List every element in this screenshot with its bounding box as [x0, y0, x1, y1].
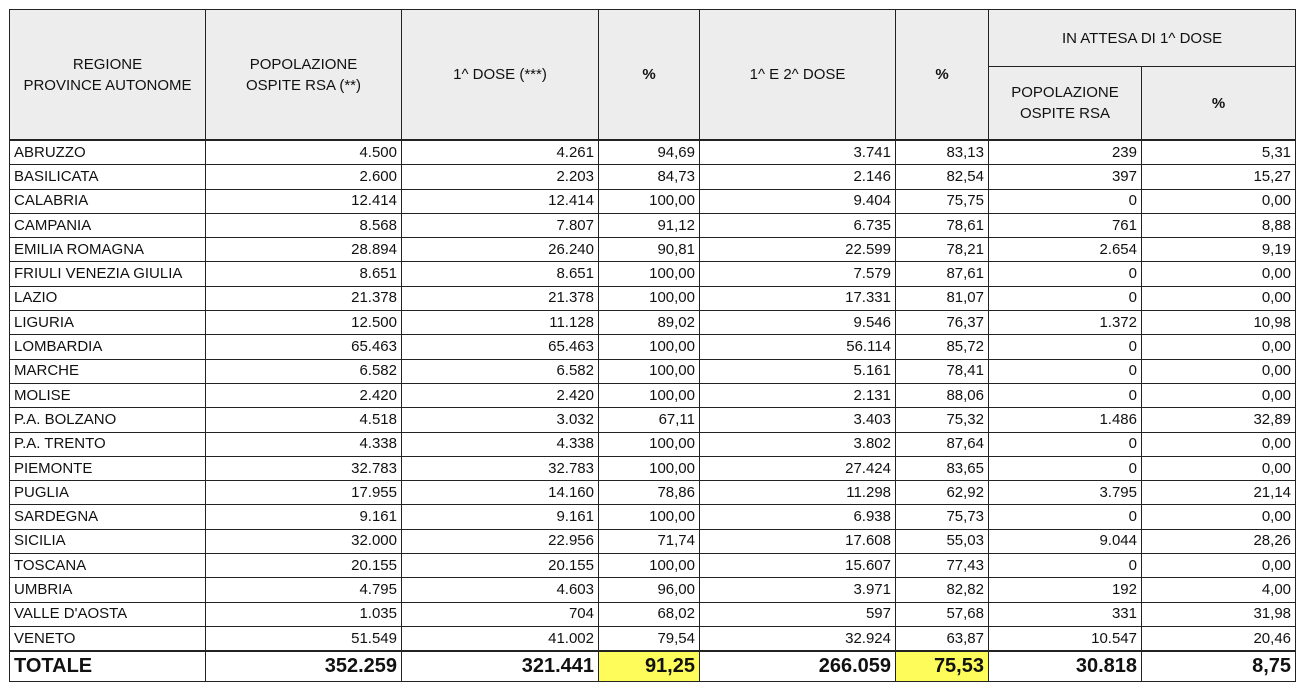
- cell-attesa-pct: 4,00: [1142, 578, 1296, 602]
- cell-regione: MOLISE: [10, 383, 206, 407]
- cell-dose12: 17.331: [700, 286, 896, 310]
- cell-regione: PIEMONTE: [10, 456, 206, 480]
- cell-popolazione: 12.500: [206, 311, 402, 335]
- cell-dose1: 2.420: [402, 383, 599, 407]
- cell-dose12: 3.403: [700, 408, 896, 432]
- cell-attesa-pct: 32,89: [1142, 408, 1296, 432]
- cell-attesa-pct: 21,14: [1142, 481, 1296, 505]
- cell-attesa-pct: 31,98: [1142, 602, 1296, 626]
- cell-pct1: 100,00: [599, 335, 700, 359]
- table-row: [10, 408, 1296, 432]
- table-row: [10, 529, 1296, 553]
- header-attesa-popolazione: [989, 67, 1142, 141]
- cell-pct2: 82,82: [896, 578, 989, 602]
- cell-regione: LOMBARDIA: [10, 335, 206, 359]
- cell-pct1: 71,74: [599, 529, 700, 553]
- table-row: [10, 238, 1296, 262]
- cell-dose12: 3.802: [700, 432, 896, 456]
- cell-popolazione: 4.338: [206, 432, 402, 456]
- cell-dose1: 3.032: [402, 408, 599, 432]
- cell-popolazione: 51.549: [206, 626, 402, 651]
- cell-pct2: 63,87: [896, 626, 989, 651]
- cell-dose1: 8.651: [402, 262, 599, 286]
- header-pct2: %: [896, 10, 989, 141]
- cell-dose12: 5.161: [700, 359, 896, 383]
- cell-dose1: 32.783: [402, 456, 599, 480]
- cell-regione: CAMPANIA: [10, 213, 206, 237]
- table-row: [10, 578, 1296, 602]
- header-attesa-pct: %: [1142, 67, 1296, 141]
- cell-pct2: 75,32: [896, 408, 989, 432]
- cell-attesa: 0: [989, 189, 1142, 213]
- cell-regione: PUGLIA: [10, 481, 206, 505]
- cell-pct1: 100,00: [599, 262, 700, 286]
- cell-attesa: 10.547: [989, 626, 1142, 651]
- cell-dose12: 597: [700, 602, 896, 626]
- cell-attesa: 192: [989, 578, 1142, 602]
- cell-regione: FRIULI VENEZIA GIULIA: [10, 262, 206, 286]
- cell-attesa: 397: [989, 165, 1142, 189]
- cell-pct2: 57,68: [896, 602, 989, 626]
- cell-attesa-pct: 15,27: [1142, 165, 1296, 189]
- header-popolazione-line1: POPOLAZIONE: [249, 55, 358, 73]
- cell-attesa: 1.372: [989, 311, 1142, 335]
- cell-dose1: 12.414: [402, 189, 599, 213]
- cell-regione: MARCHE: [10, 359, 206, 383]
- table-row: [10, 626, 1296, 651]
- cell-dose12: 3.971: [700, 578, 896, 602]
- totale-attesa: 30.818: [989, 651, 1142, 682]
- table-row: [10, 140, 1296, 165]
- cell-pct1: 89,02: [599, 311, 700, 335]
- table-row: [10, 262, 1296, 286]
- cell-pct1: 90,81: [599, 238, 700, 262]
- table-footer: [10, 651, 1296, 682]
- cell-pct1: 91,12: [599, 213, 700, 237]
- cell-attesa-pct: 0,00: [1142, 359, 1296, 383]
- cell-pct1: 68,02: [599, 602, 700, 626]
- header-attesa: IN ATTESA DI 1^ DOSE: [989, 10, 1296, 67]
- cell-dose1: 2.203: [402, 165, 599, 189]
- cell-pct2: 78,41: [896, 359, 989, 383]
- cell-popolazione: 2.420: [206, 383, 402, 407]
- cell-popolazione: 28.894: [206, 238, 402, 262]
- cell-dose1: 704: [402, 602, 599, 626]
- cell-dose1: 65.463: [402, 335, 599, 359]
- cell-attesa-pct: 0,00: [1142, 262, 1296, 286]
- cell-attesa-pct: 0,00: [1142, 432, 1296, 456]
- cell-attesa: 0: [989, 383, 1142, 407]
- cell-dose12: 9.404: [700, 189, 896, 213]
- cell-pct2: 83,65: [896, 456, 989, 480]
- cell-regione: UMBRIA: [10, 578, 206, 602]
- header-regione-line2: PROVINCE AUTONOME: [23, 76, 192, 94]
- cell-attesa-pct: 0,00: [1142, 335, 1296, 359]
- table-row: [10, 286, 1296, 310]
- table-row: [10, 383, 1296, 407]
- header-dose12: 1^ E 2^ DOSE: [700, 10, 896, 141]
- cell-attesa: 0: [989, 456, 1142, 480]
- totale-label: TOTALE: [10, 651, 206, 682]
- cell-regione: TOSCANA: [10, 554, 206, 578]
- cell-popolazione: 65.463: [206, 335, 402, 359]
- cell-attesa-pct: 9,19: [1142, 238, 1296, 262]
- cell-regione: VALLE D'AOSTA: [10, 602, 206, 626]
- header-regione-line1: REGIONE: [72, 55, 143, 73]
- cell-pct1: 100,00: [599, 554, 700, 578]
- cell-dose1: 4.603: [402, 578, 599, 602]
- cell-popolazione: 4.518: [206, 408, 402, 432]
- cell-dose12: 6.735: [700, 213, 896, 237]
- cell-attesa-pct: 28,26: [1142, 529, 1296, 553]
- table-row: [10, 311, 1296, 335]
- cell-attesa-pct: 0,00: [1142, 189, 1296, 213]
- cell-regione: P.A. TRENTO: [10, 432, 206, 456]
- cell-attesa: 1.486: [989, 408, 1142, 432]
- cell-regione: SICILIA: [10, 529, 206, 553]
- cell-popolazione: 32.783: [206, 456, 402, 480]
- table-row: [10, 505, 1296, 529]
- cell-dose12: 27.424: [700, 456, 896, 480]
- cell-pct2: 85,72: [896, 335, 989, 359]
- cell-attesa-pct: 10,98: [1142, 311, 1296, 335]
- header-attesa-pop-line2: OSPITE RSA: [1019, 105, 1111, 122]
- header-popolazione-line2: OSPITE RSA (**): [245, 76, 362, 94]
- cell-dose12: 2.131: [700, 383, 896, 407]
- table-row: [10, 602, 1296, 626]
- cell-pct2: 83,13: [896, 140, 989, 165]
- cell-pct1: 100,00: [599, 286, 700, 310]
- cell-regione: ABRUZZO: [10, 140, 206, 165]
- cell-regione: SARDEGNA: [10, 505, 206, 529]
- cell-popolazione: 8.651: [206, 262, 402, 286]
- cell-regione: BASILICATA: [10, 165, 206, 189]
- cell-regione: LAZIO: [10, 286, 206, 310]
- cell-regione: VENETO: [10, 626, 206, 651]
- cell-popolazione: 17.955: [206, 481, 402, 505]
- cell-regione: P.A. BOLZANO: [10, 408, 206, 432]
- table-row: [10, 359, 1296, 383]
- cell-pct1: 100,00: [599, 359, 700, 383]
- cell-attesa: 0: [989, 432, 1142, 456]
- cell-pct1: 100,00: [599, 432, 700, 456]
- cell-pct2: 75,75: [896, 189, 989, 213]
- header-pct1: %: [599, 10, 700, 141]
- cell-pct1: 100,00: [599, 189, 700, 213]
- cell-attesa: 9.044: [989, 529, 1142, 553]
- table-row: [10, 481, 1296, 505]
- cell-attesa-pct: 0,00: [1142, 286, 1296, 310]
- cell-attesa: 3.795: [989, 481, 1142, 505]
- cell-dose12: 15.607: [700, 554, 896, 578]
- cell-dose1: 26.240: [402, 238, 599, 262]
- cell-pct1: 94,69: [599, 140, 700, 165]
- totale-attesa-pct: 8,75: [1142, 651, 1296, 682]
- table-row: [10, 335, 1296, 359]
- cell-popolazione: 21.378: [206, 286, 402, 310]
- totale-popolazione: 352.259: [206, 651, 402, 682]
- cell-attesa-pct: 0,00: [1142, 456, 1296, 480]
- cell-attesa: 0: [989, 505, 1142, 529]
- cell-pct1: 100,00: [599, 383, 700, 407]
- cell-dose1: 9.161: [402, 505, 599, 529]
- cell-pct1: 84,73: [599, 165, 700, 189]
- cell-attesa: 0: [989, 554, 1142, 578]
- table-row: [10, 165, 1296, 189]
- cell-attesa-pct: 20,46: [1142, 626, 1296, 651]
- cell-regione: EMILIA ROMAGNA: [10, 238, 206, 262]
- cell-pct1: 78,86: [599, 481, 700, 505]
- cell-attesa-pct: 0,00: [1142, 554, 1296, 578]
- cell-dose1: 11.128: [402, 311, 599, 335]
- cell-popolazione: 8.568: [206, 213, 402, 237]
- cell-pct2: 62,92: [896, 481, 989, 505]
- cell-regione: CALABRIA: [10, 189, 206, 213]
- cell-pct2: 82,54: [896, 165, 989, 189]
- cell-dose1: 20.155: [402, 554, 599, 578]
- table-row: [10, 213, 1296, 237]
- cell-pct1: 96,00: [599, 578, 700, 602]
- cell-popolazione: 4.500: [206, 140, 402, 165]
- cell-attesa: 239: [989, 140, 1142, 165]
- cell-attesa: 2.654: [989, 238, 1142, 262]
- cell-pct1: 100,00: [599, 456, 700, 480]
- cell-dose12: 11.298: [700, 481, 896, 505]
- cell-dose12: 22.599: [700, 238, 896, 262]
- cell-dose12: 17.608: [700, 529, 896, 553]
- cell-dose12: 2.146: [700, 165, 896, 189]
- header-regione: [10, 10, 206, 141]
- cell-pct1: 67,11: [599, 408, 700, 432]
- cell-popolazione: 20.155: [206, 554, 402, 578]
- cell-dose12: 3.741: [700, 140, 896, 165]
- cell-attesa-pct: 8,88: [1142, 213, 1296, 237]
- table-row: [10, 189, 1296, 213]
- table-row: [10, 554, 1296, 578]
- cell-pct2: 87,61: [896, 262, 989, 286]
- cell-pct1: 79,54: [599, 626, 700, 651]
- cell-dose12: 9.546: [700, 311, 896, 335]
- cell-popolazione: 12.414: [206, 189, 402, 213]
- totale-dose1: 321.441: [402, 651, 599, 682]
- cell-attesa: 0: [989, 286, 1142, 310]
- table-row: [10, 432, 1296, 456]
- cell-pct2: 75,73: [896, 505, 989, 529]
- cell-dose1: 21.378: [402, 286, 599, 310]
- cell-popolazione: 2.600: [206, 165, 402, 189]
- cell-dose1: 4.261: [402, 140, 599, 165]
- cell-pct2: 87,64: [896, 432, 989, 456]
- cell-dose12: 56.114: [700, 335, 896, 359]
- table-row: [10, 456, 1296, 480]
- table-header: [10, 10, 1296, 141]
- cell-dose12: 7.579: [700, 262, 896, 286]
- header-attesa-pop-line1: POPOLAZIONE: [1011, 84, 1119, 101]
- cell-dose1: 14.160: [402, 481, 599, 505]
- totale-dose12: 266.059: [700, 651, 896, 682]
- cell-attesa: 0: [989, 335, 1142, 359]
- cell-attesa: 0: [989, 359, 1142, 383]
- cell-popolazione: 6.582: [206, 359, 402, 383]
- totale-row: [10, 651, 1296, 682]
- cell-attesa-pct: 5,31: [1142, 140, 1296, 165]
- cell-popolazione: 4.795: [206, 578, 402, 602]
- cell-popolazione: 9.161: [206, 505, 402, 529]
- vaccination-table: [9, 9, 1296, 682]
- cell-pct2: 76,37: [896, 311, 989, 335]
- cell-dose1: 41.002: [402, 626, 599, 651]
- cell-pct2: 88,06: [896, 383, 989, 407]
- cell-dose1: 7.807: [402, 213, 599, 237]
- totale-pct1: 91,25: [599, 651, 700, 682]
- cell-pct2: 55,03: [896, 529, 989, 553]
- header-dose1: 1^ DOSE (***): [402, 10, 599, 141]
- cell-attesa-pct: 0,00: [1142, 383, 1296, 407]
- cell-dose1: 4.338: [402, 432, 599, 456]
- table-body: [10, 140, 1296, 651]
- cell-attesa-pct: 0,00: [1142, 505, 1296, 529]
- cell-popolazione: 1.035: [206, 602, 402, 626]
- cell-pct2: 78,61: [896, 213, 989, 237]
- cell-pct2: 78,21: [896, 238, 989, 262]
- cell-pct2: 81,07: [896, 286, 989, 310]
- cell-pct1: 100,00: [599, 505, 700, 529]
- cell-dose1: 22.956: [402, 529, 599, 553]
- cell-regione: LIGURIA: [10, 311, 206, 335]
- cell-pct2: 77,43: [896, 554, 989, 578]
- cell-dose12: 32.924: [700, 626, 896, 651]
- totale-pct2: 75,53: [896, 651, 989, 682]
- cell-attesa: 761: [989, 213, 1142, 237]
- cell-attesa: 331: [989, 602, 1142, 626]
- cell-dose1: 6.582: [402, 359, 599, 383]
- cell-popolazione: 32.000: [206, 529, 402, 553]
- cell-dose12: 6.938: [700, 505, 896, 529]
- header-popolazione: [206, 10, 402, 141]
- cell-attesa: 0: [989, 262, 1142, 286]
